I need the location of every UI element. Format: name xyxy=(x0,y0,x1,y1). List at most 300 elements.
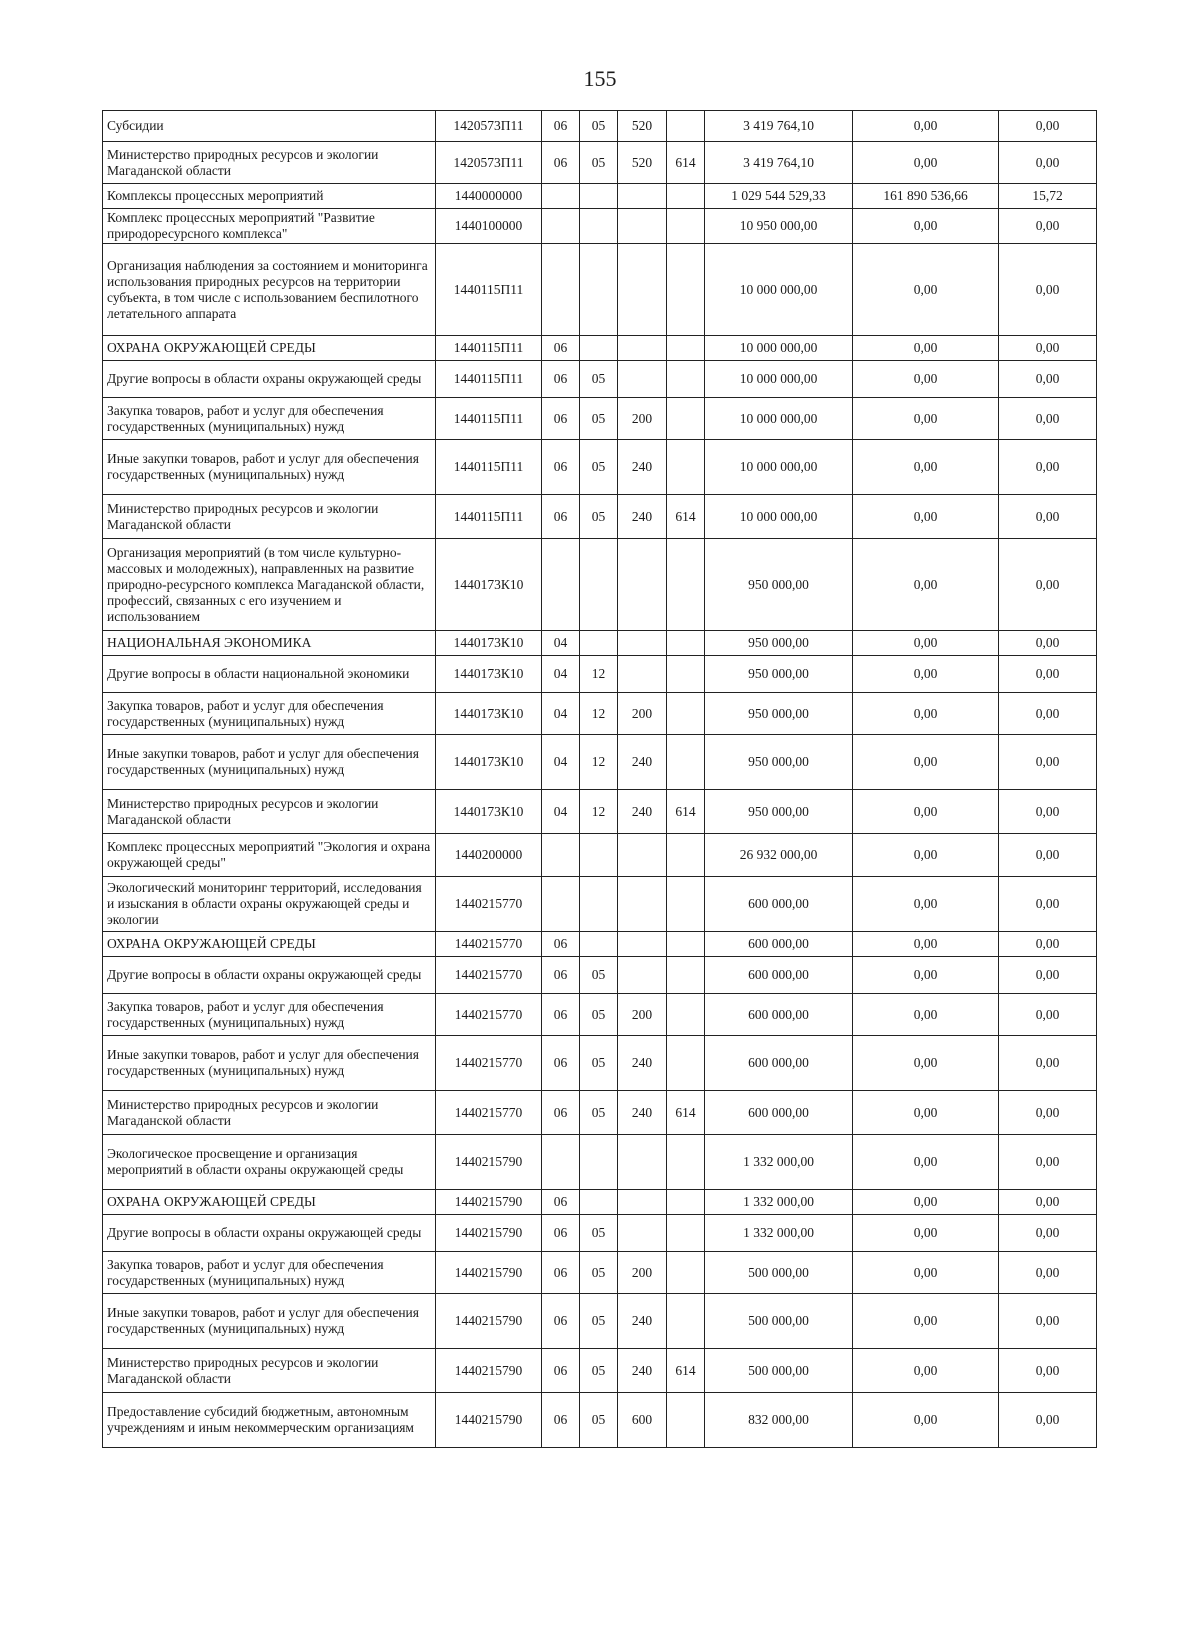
table-row xyxy=(103,735,1097,790)
expense-type-code: 240 xyxy=(618,1036,667,1091)
expense-type-code: 240 xyxy=(618,1294,667,1349)
executed-amount: 0,00 xyxy=(853,1190,999,1215)
section-code: 06 xyxy=(542,957,580,994)
administrator-code xyxy=(667,361,705,398)
administrator-code xyxy=(667,1135,705,1190)
administrator-code xyxy=(667,539,705,631)
executed-amount: 0,00 xyxy=(853,790,999,834)
executed-amount: 0,00 xyxy=(853,495,999,539)
execution-percent: 0,00 xyxy=(999,336,1097,361)
target-code: 1440173К10 xyxy=(436,735,542,790)
target-code: 1440215790 xyxy=(436,1393,542,1448)
section-code: 06 xyxy=(542,1091,580,1135)
table-row xyxy=(103,877,1097,932)
table-row xyxy=(103,631,1097,656)
administrator-code xyxy=(667,244,705,336)
subsection-code: 05 xyxy=(580,495,618,539)
row-name: Иные закупки товаров, работ и услуг для обеспечения государственных (муниципальных) нужд xyxy=(103,735,436,790)
subsection-code: 05 xyxy=(580,142,618,184)
executed-amount: 0,00 xyxy=(853,1135,999,1190)
target-code: 1440115П11 xyxy=(436,244,542,336)
section-code: 06 xyxy=(542,932,580,957)
table-row xyxy=(103,336,1097,361)
section-code: 06 xyxy=(542,336,580,361)
table-row xyxy=(103,111,1097,142)
planned-amount: 600 000,00 xyxy=(705,957,853,994)
target-code: 1440115П11 xyxy=(436,361,542,398)
administrator-code xyxy=(667,957,705,994)
subsection-code: 05 xyxy=(580,1294,618,1349)
planned-amount: 950 000,00 xyxy=(705,539,853,631)
expense-type-code: 240 xyxy=(618,735,667,790)
planned-amount: 950 000,00 xyxy=(705,656,853,693)
target-code: 1440215770 xyxy=(436,877,542,932)
execution-percent: 0,00 xyxy=(999,398,1097,440)
table-row xyxy=(103,244,1097,336)
subsection-code: 05 xyxy=(580,1252,618,1294)
administrator-code: 614 xyxy=(667,1349,705,1393)
expense-type-code: 200 xyxy=(618,1252,667,1294)
expense-type-code: 200 xyxy=(618,693,667,735)
section-code xyxy=(542,539,580,631)
administrator-code xyxy=(667,834,705,877)
section-code xyxy=(542,877,580,932)
execution-percent: 0,00 xyxy=(999,1135,1097,1190)
row-name: Предоставление субсидий бюджетным, автономным учреждениям и иным некоммерческим организациям xyxy=(103,1393,436,1448)
administrator-code xyxy=(667,1393,705,1448)
executed-amount: 0,00 xyxy=(853,111,999,142)
planned-amount: 950 000,00 xyxy=(705,631,853,656)
execution-percent: 0,00 xyxy=(999,932,1097,957)
planned-amount: 600 000,00 xyxy=(705,994,853,1036)
planned-amount: 1 029 544 529,33 xyxy=(705,184,853,209)
execution-percent: 0,00 xyxy=(999,994,1097,1036)
section-code xyxy=(542,1135,580,1190)
executed-amount: 0,00 xyxy=(853,656,999,693)
planned-amount: 3 419 764,10 xyxy=(705,142,853,184)
planned-amount: 10 000 000,00 xyxy=(705,495,853,539)
administrator-code xyxy=(667,440,705,495)
subsection-code: 12 xyxy=(580,735,618,790)
section-code: 04 xyxy=(542,631,580,656)
execution-percent: 0,00 xyxy=(999,111,1097,142)
target-code: 1440200000 xyxy=(436,834,542,877)
subsection-code xyxy=(580,877,618,932)
row-name: Министерство природных ресурсов и экологии Магаданской области xyxy=(103,495,436,539)
executed-amount: 0,00 xyxy=(853,142,999,184)
subsection-code: 05 xyxy=(580,1393,618,1448)
section-code: 04 xyxy=(542,790,580,834)
target-code: 1440215790 xyxy=(436,1215,542,1252)
target-code: 1420573П11 xyxy=(436,111,542,142)
planned-amount: 950 000,00 xyxy=(705,693,853,735)
subsection-code: 05 xyxy=(580,957,618,994)
executed-amount: 0,00 xyxy=(853,957,999,994)
table-row xyxy=(103,1252,1097,1294)
planned-amount: 10 950 000,00 xyxy=(705,209,853,244)
executed-amount: 0,00 xyxy=(853,877,999,932)
expense-type-code xyxy=(618,957,667,994)
planned-amount: 500 000,00 xyxy=(705,1294,853,1349)
administrator-code xyxy=(667,735,705,790)
execution-percent: 0,00 xyxy=(999,539,1097,631)
subsection-code: 05 xyxy=(580,398,618,440)
target-code: 1440115П11 xyxy=(436,495,542,539)
execution-percent: 0,00 xyxy=(999,440,1097,495)
table-row xyxy=(103,1215,1097,1252)
subsection-code: 12 xyxy=(580,656,618,693)
target-code: 1440100000 xyxy=(436,209,542,244)
subsection-code xyxy=(580,932,618,957)
section-code: 06 xyxy=(542,1349,580,1393)
target-code: 1440173К10 xyxy=(436,790,542,834)
executed-amount: 161 890 536,66 xyxy=(853,184,999,209)
target-code: 1440115П11 xyxy=(436,336,542,361)
executed-amount: 0,00 xyxy=(853,1215,999,1252)
table-row xyxy=(103,790,1097,834)
section-code: 06 xyxy=(542,994,580,1036)
expense-type-code: 200 xyxy=(618,398,667,440)
row-name: ОХРАНА ОКРУЖАЮЩЕЙ СРЕДЫ xyxy=(103,1190,436,1215)
planned-amount: 600 000,00 xyxy=(705,1036,853,1091)
executed-amount: 0,00 xyxy=(853,336,999,361)
planned-amount: 600 000,00 xyxy=(705,877,853,932)
execution-percent: 0,00 xyxy=(999,209,1097,244)
section-code: 06 xyxy=(542,1294,580,1349)
executed-amount: 0,00 xyxy=(853,693,999,735)
expense-type-code xyxy=(618,244,667,336)
expense-type-code xyxy=(618,877,667,932)
execution-percent: 0,00 xyxy=(999,1294,1097,1349)
executed-amount: 0,00 xyxy=(853,361,999,398)
section-code xyxy=(542,184,580,209)
expense-type-code xyxy=(618,209,667,244)
expense-type-code xyxy=(618,932,667,957)
executed-amount: 0,00 xyxy=(853,1252,999,1294)
target-code: 1440215790 xyxy=(436,1252,542,1294)
expense-type-code xyxy=(618,631,667,656)
target-code: 1440215790 xyxy=(436,1349,542,1393)
planned-amount: 600 000,00 xyxy=(705,1091,853,1135)
planned-amount: 1 332 000,00 xyxy=(705,1190,853,1215)
target-code: 1440215770 xyxy=(436,1036,542,1091)
executed-amount: 0,00 xyxy=(853,1294,999,1349)
row-name: Организация мероприятий (в том числе культурно-массовых и молодежных), направленных на развитие природно-ресурсного комплекса Магаданской области, профессий, связанных с его изучением и использованием xyxy=(103,539,436,631)
execution-percent: 0,00 xyxy=(999,957,1097,994)
administrator-code xyxy=(667,693,705,735)
administrator-code xyxy=(667,1190,705,1215)
expense-type-code: 240 xyxy=(618,1349,667,1393)
target-code: 1440115П11 xyxy=(436,398,542,440)
administrator-code: 614 xyxy=(667,495,705,539)
table-row xyxy=(103,184,1097,209)
table-row xyxy=(103,1294,1097,1349)
expense-type-code: 240 xyxy=(618,440,667,495)
execution-percent: 0,00 xyxy=(999,1091,1097,1135)
administrator-code xyxy=(667,184,705,209)
target-code: 1440173К10 xyxy=(436,693,542,735)
budget-table xyxy=(102,110,1097,1448)
table-row xyxy=(103,1135,1097,1190)
expense-type-code xyxy=(618,656,667,693)
expense-type-code: 520 xyxy=(618,111,667,142)
target-code: 1440173К10 xyxy=(436,656,542,693)
execution-percent: 0,00 xyxy=(999,656,1097,693)
executed-amount: 0,00 xyxy=(853,994,999,1036)
executed-amount: 0,00 xyxy=(853,735,999,790)
target-code: 1440000000 xyxy=(436,184,542,209)
subsection-code: 05 xyxy=(580,1036,618,1091)
row-name: Закупка товаров, работ и услуг для обеспечения государственных (муниципальных) нужд xyxy=(103,693,436,735)
planned-amount: 600 000,00 xyxy=(705,932,853,957)
planned-amount: 950 000,00 xyxy=(705,735,853,790)
section-code: 06 xyxy=(542,1252,580,1294)
subsection-code xyxy=(580,244,618,336)
planned-amount: 10 000 000,00 xyxy=(705,398,853,440)
planned-amount: 10 000 000,00 xyxy=(705,440,853,495)
table-row xyxy=(103,693,1097,735)
administrator-code xyxy=(667,1252,705,1294)
target-code: 1440215770 xyxy=(436,932,542,957)
execution-percent: 0,00 xyxy=(999,693,1097,735)
table-row xyxy=(103,656,1097,693)
row-name: Другие вопросы в области охраны окружающей среды xyxy=(103,361,436,398)
subsection-code: 05 xyxy=(580,994,618,1036)
subsection-code xyxy=(580,539,618,631)
row-name: Министерство природных ресурсов и экологии Магаданской области xyxy=(103,142,436,184)
row-name: Министерство природных ресурсов и экологии Магаданской области xyxy=(103,1091,436,1135)
row-name: Субсидии xyxy=(103,111,436,142)
expense-type-code: 240 xyxy=(618,790,667,834)
planned-amount: 500 000,00 xyxy=(705,1252,853,1294)
row-name: ОХРАНА ОКРУЖАЮЩЕЙ СРЕДЫ xyxy=(103,932,436,957)
execution-percent: 0,00 xyxy=(999,631,1097,656)
expense-type-code xyxy=(618,336,667,361)
table-row xyxy=(103,440,1097,495)
target-code: 1440173К10 xyxy=(436,539,542,631)
administrator-code: 614 xyxy=(667,142,705,184)
table-row xyxy=(103,361,1097,398)
target-code: 1440215770 xyxy=(436,994,542,1036)
section-code xyxy=(542,244,580,336)
administrator-code xyxy=(667,1215,705,1252)
row-name: Другие вопросы в области охраны окружающей среды xyxy=(103,957,436,994)
row-name: Министерство природных ресурсов и экологии Магаданской области xyxy=(103,1349,436,1393)
table-row xyxy=(103,142,1097,184)
row-name: Закупка товаров, работ и услуг для обеспечения государственных (муниципальных) нужд xyxy=(103,1252,436,1294)
subsection-code: 12 xyxy=(580,790,618,834)
planned-amount: 10 000 000,00 xyxy=(705,336,853,361)
target-code: 1440215790 xyxy=(436,1294,542,1349)
table-row xyxy=(103,932,1097,957)
administrator-code xyxy=(667,656,705,693)
administrator-code: 614 xyxy=(667,1091,705,1135)
subsection-code xyxy=(580,1135,618,1190)
table-row xyxy=(103,834,1097,877)
execution-percent: 0,00 xyxy=(999,1393,1097,1448)
page-number: 155 xyxy=(583,66,617,91)
executed-amount: 0,00 xyxy=(853,1091,999,1135)
subsection-code xyxy=(580,834,618,877)
expense-type-code: 240 xyxy=(618,1091,667,1135)
row-name: ОХРАНА ОКРУЖАЮЩЕЙ СРЕДЫ xyxy=(103,336,436,361)
target-code: 1440115П11 xyxy=(436,440,542,495)
row-name: Комплексы процессных мероприятий xyxy=(103,184,436,209)
executed-amount: 0,00 xyxy=(853,440,999,495)
execution-percent: 0,00 xyxy=(999,1252,1097,1294)
execution-percent: 0,00 xyxy=(999,244,1097,336)
subsection-code: 05 xyxy=(580,1349,618,1393)
execution-percent: 0,00 xyxy=(999,877,1097,932)
executed-amount: 0,00 xyxy=(853,834,999,877)
row-name: Экологическое просвещение и организация мероприятий в области охраны окружающей среды xyxy=(103,1135,436,1190)
section-code: 06 xyxy=(542,440,580,495)
section-code: 06 xyxy=(542,1393,580,1448)
executed-amount: 0,00 xyxy=(853,244,999,336)
subsection-code xyxy=(580,184,618,209)
planned-amount: 1 332 000,00 xyxy=(705,1135,853,1190)
administrator-code xyxy=(667,111,705,142)
execution-percent: 0,00 xyxy=(999,142,1097,184)
section-code xyxy=(542,209,580,244)
planned-amount: 950 000,00 xyxy=(705,790,853,834)
expense-type-code xyxy=(618,184,667,209)
planned-amount: 832 000,00 xyxy=(705,1393,853,1448)
target-code: 1440215770 xyxy=(436,1091,542,1135)
row-name: Министерство природных ресурсов и экологии Магаданской области xyxy=(103,790,436,834)
table-row xyxy=(103,994,1097,1036)
row-name: Иные закупки товаров, работ и услуг для обеспечения государственных (муниципальных) нужд xyxy=(103,1036,436,1091)
target-code: 1420573П11 xyxy=(436,142,542,184)
section-code: 04 xyxy=(542,735,580,790)
planned-amount: 500 000,00 xyxy=(705,1349,853,1393)
table-row xyxy=(103,1349,1097,1393)
section-code xyxy=(542,834,580,877)
execution-percent: 0,00 xyxy=(999,790,1097,834)
expense-type-code xyxy=(618,361,667,398)
executed-amount: 0,00 xyxy=(853,1349,999,1393)
section-code: 06 xyxy=(542,111,580,142)
row-name: Закупка товаров, работ и услуг для обеспечения государственных (муниципальных) нужд xyxy=(103,994,436,1036)
section-code: 06 xyxy=(542,1036,580,1091)
executed-amount: 0,00 xyxy=(853,398,999,440)
administrator-code xyxy=(667,336,705,361)
table-row xyxy=(103,1091,1097,1135)
execution-percent: 0,00 xyxy=(999,1190,1097,1215)
administrator-code xyxy=(667,932,705,957)
administrator-code: 614 xyxy=(667,790,705,834)
planned-amount: 10 000 000,00 xyxy=(705,244,853,336)
administrator-code xyxy=(667,1294,705,1349)
target-code: 1440173К10 xyxy=(436,631,542,656)
execution-percent: 15,72 xyxy=(999,184,1097,209)
subsection-code xyxy=(580,336,618,361)
expense-type-code: 600 xyxy=(618,1393,667,1448)
section-code: 06 xyxy=(542,1215,580,1252)
row-name: НАЦИОНАЛЬНАЯ ЭКОНОМИКА xyxy=(103,631,436,656)
row-name: Иные закупки товаров, работ и услуг для обеспечения государственных (муниципальных) нужд xyxy=(103,1294,436,1349)
execution-percent: 0,00 xyxy=(999,1036,1097,1091)
row-name: Комплекс процессных мероприятий "Развитие природоресурсного комплекса" xyxy=(103,209,436,244)
executed-amount: 0,00 xyxy=(853,932,999,957)
row-name: Комплекс процессных мероприятий "Экология и охрана окружающей среды" xyxy=(103,834,436,877)
table-row xyxy=(103,1190,1097,1215)
target-code: 1440215770 xyxy=(436,957,542,994)
subsection-code: 05 xyxy=(580,440,618,495)
table-row xyxy=(103,1036,1097,1091)
executed-amount: 0,00 xyxy=(853,1393,999,1448)
row-name: Другие вопросы в области охраны окружающей среды xyxy=(103,1215,436,1252)
section-code: 04 xyxy=(542,693,580,735)
row-name: Другие вопросы в области национальной экономики xyxy=(103,656,436,693)
row-name: Экологический мониторинг территорий, исследования и изыскания в области охраны окружающей среды и экологии xyxy=(103,877,436,932)
table-row xyxy=(103,209,1097,244)
subsection-code: 05 xyxy=(580,1091,618,1135)
expense-type-code xyxy=(618,539,667,631)
subsection-code xyxy=(580,631,618,656)
execution-percent: 0,00 xyxy=(999,495,1097,539)
planned-amount: 10 000 000,00 xyxy=(705,361,853,398)
administrator-code xyxy=(667,631,705,656)
section-code: 06 xyxy=(542,398,580,440)
expense-type-code: 240 xyxy=(618,495,667,539)
administrator-code xyxy=(667,994,705,1036)
expense-type-code: 520 xyxy=(618,142,667,184)
administrator-code xyxy=(667,1036,705,1091)
execution-percent: 0,00 xyxy=(999,735,1097,790)
execution-percent: 0,00 xyxy=(999,1349,1097,1393)
table-row xyxy=(103,398,1097,440)
expense-type-code xyxy=(618,834,667,877)
administrator-code xyxy=(667,877,705,932)
execution-percent: 0,00 xyxy=(999,361,1097,398)
target-code: 1440215790 xyxy=(436,1135,542,1190)
section-code: 06 xyxy=(542,495,580,539)
section-code: 04 xyxy=(542,656,580,693)
planned-amount: 26 932 000,00 xyxy=(705,834,853,877)
administrator-code xyxy=(667,209,705,244)
subsection-code xyxy=(580,1190,618,1215)
section-code: 06 xyxy=(542,1190,580,1215)
planned-amount: 1 332 000,00 xyxy=(705,1215,853,1252)
subsection-code: 05 xyxy=(580,1215,618,1252)
table-row xyxy=(103,495,1097,539)
expense-type-code xyxy=(618,1215,667,1252)
expense-type-code xyxy=(618,1135,667,1190)
table-row xyxy=(103,1393,1097,1448)
table-row xyxy=(103,957,1097,994)
row-name: Закупка товаров, работ и услуг для обеспечения государственных (муниципальных) нужд xyxy=(103,398,436,440)
execution-percent: 0,00 xyxy=(999,834,1097,877)
execution-percent: 0,00 xyxy=(999,1215,1097,1252)
table-row xyxy=(103,539,1097,631)
administrator-code xyxy=(667,398,705,440)
executed-amount: 0,00 xyxy=(853,631,999,656)
row-name: Иные закупки товаров, работ и услуг для обеспечения государственных (муниципальных) нужд xyxy=(103,440,436,495)
subsection-code: 05 xyxy=(580,111,618,142)
section-code: 06 xyxy=(542,361,580,398)
executed-amount: 0,00 xyxy=(853,209,999,244)
expense-type-code xyxy=(618,1190,667,1215)
planned-amount: 3 419 764,10 xyxy=(705,111,853,142)
target-code: 1440215790 xyxy=(436,1190,542,1215)
row-name: Организация наблюдения за состоянием и мониторинга использования природных ресурсов на территории субъекта, в том числе с использованием беспилотного летательного аппарата xyxy=(103,244,436,336)
executed-amount: 0,00 xyxy=(853,1036,999,1091)
executed-amount: 0,00 xyxy=(853,539,999,631)
expense-type-code: 200 xyxy=(618,994,667,1036)
subsection-code: 12 xyxy=(580,693,618,735)
subsection-code xyxy=(580,209,618,244)
